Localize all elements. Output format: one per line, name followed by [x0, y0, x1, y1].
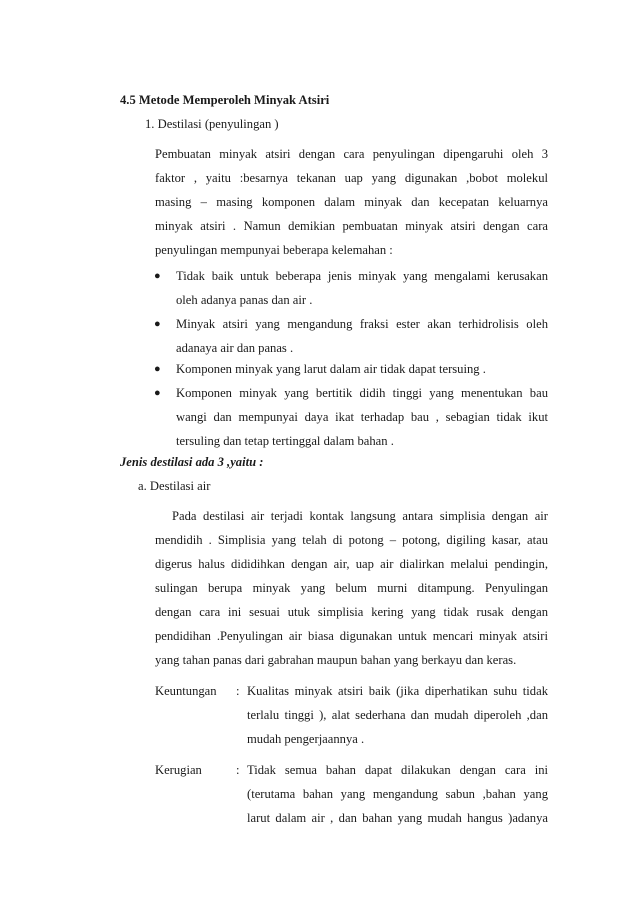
- keuntungan-line: Kualitas minyak atsiri baik (jika diperhatikan suhu tidak: [247, 684, 548, 698]
- bullet-icon: ●: [154, 363, 161, 375]
- kerugian-colon: :: [236, 763, 240, 777]
- paragraph-line: digerus halus dididihkan dengan air, uap air dialirkan melalui pendingin,: [155, 557, 548, 571]
- keuntungan-line: mudah pengerjaannya .: [247, 732, 365, 746]
- paragraph-line: Pembuatan minyak atsiri dengan cara penyulingan dipengaruhi oleh 3: [155, 147, 548, 161]
- bullet-line: Minyak atsiri yang mengandung fraksi ester akan terhidrolisis oleh: [176, 317, 548, 331]
- paragraph-line: Pada destilasi air terjadi kontak langsung antara simplisia dengan air: [172, 509, 548, 523]
- subheading: Jenis destilasi ada 3 ,yaitu :: [120, 455, 264, 469]
- paragraph-line: minyak atsiri . Namun demikian pembuatan minyak atsiri dengan cara: [155, 219, 548, 233]
- kerugian-line: Tidak semua bahan dapat dilakukan dengan cara ini: [247, 763, 548, 777]
- paragraph-line: penyulingan mempunyai beberapa kelemahan :: [155, 243, 393, 257]
- bullet-line: tersuling dan tetap tertinggal dalam bahan .: [176, 434, 394, 448]
- paragraph-line: sulingan berupa minyak yang belum murni ditampung. Penyulingan: [155, 581, 548, 595]
- bullet-line: wangi dan mempunyai daya ikat terhadap bau , sebagian tidak ikut: [176, 410, 548, 424]
- paragraph-line: dengan cara ini sesuai utuk simplisia kering yang tidak rusak dengan: [155, 605, 548, 619]
- bullet-icon: ●: [154, 318, 161, 330]
- bullet-line: Tidak baik untuk beberapa jenis minyak yang mengalami kerusakan: [176, 269, 548, 283]
- bullet-icon: ●: [154, 270, 161, 282]
- list-item-destilasi-air: a. Destilasi air: [138, 479, 211, 493]
- paragraph-line: pendidihan .Penyulingan air biasa digunakan untuk mencari minyak atsiri: [155, 629, 548, 643]
- paragraph-line: mendidih . Simplisia yang telah di potong – potong, digiling kasar, atau: [155, 533, 548, 547]
- list-item-destilasi: 1. Destilasi (penyulingan ): [145, 117, 279, 131]
- kerugian-line: larut dalam air , dan bahan yang mudah hangus )adanya: [247, 811, 548, 825]
- paragraph-line: yang tahan panas dari gabrahan maupun bahan yang berkayu dan keras.: [155, 653, 517, 667]
- kerugian-line: (terutama bahan yang mengandung sabun ,bahan yang: [247, 787, 548, 801]
- bullet-icon: ●: [154, 387, 161, 399]
- paragraph-line: masing – masing komponen dalam minyak dan kecepatan keluarnya: [155, 195, 548, 209]
- paragraph-line: faktor , yaitu :besarnya tekanan uap yang digunakan ,bobot molekul: [155, 171, 548, 185]
- keuntungan-line: terlalu tinggi ), alat sederhana dan mudah diperoleh ,dan: [247, 708, 548, 722]
- section-heading: 4.5 Metode Memperoleh Minyak Atsiri: [120, 93, 330, 107]
- bullet-line: Komponen minyak yang larut dalam air tidak dapat tersuing .: [176, 362, 486, 376]
- kerugian-label: Kerugian: [155, 763, 202, 777]
- keuntungan-label: Keuntungan: [155, 684, 217, 698]
- keuntungan-colon: :: [236, 684, 240, 698]
- bullet-line: oleh adanya panas dan air .: [176, 293, 313, 307]
- bullet-line: Komponen minyak yang bertitik didih tinggi yang menentukan bau: [176, 386, 548, 400]
- bullet-line: adanaya air dan panas .: [176, 341, 294, 355]
